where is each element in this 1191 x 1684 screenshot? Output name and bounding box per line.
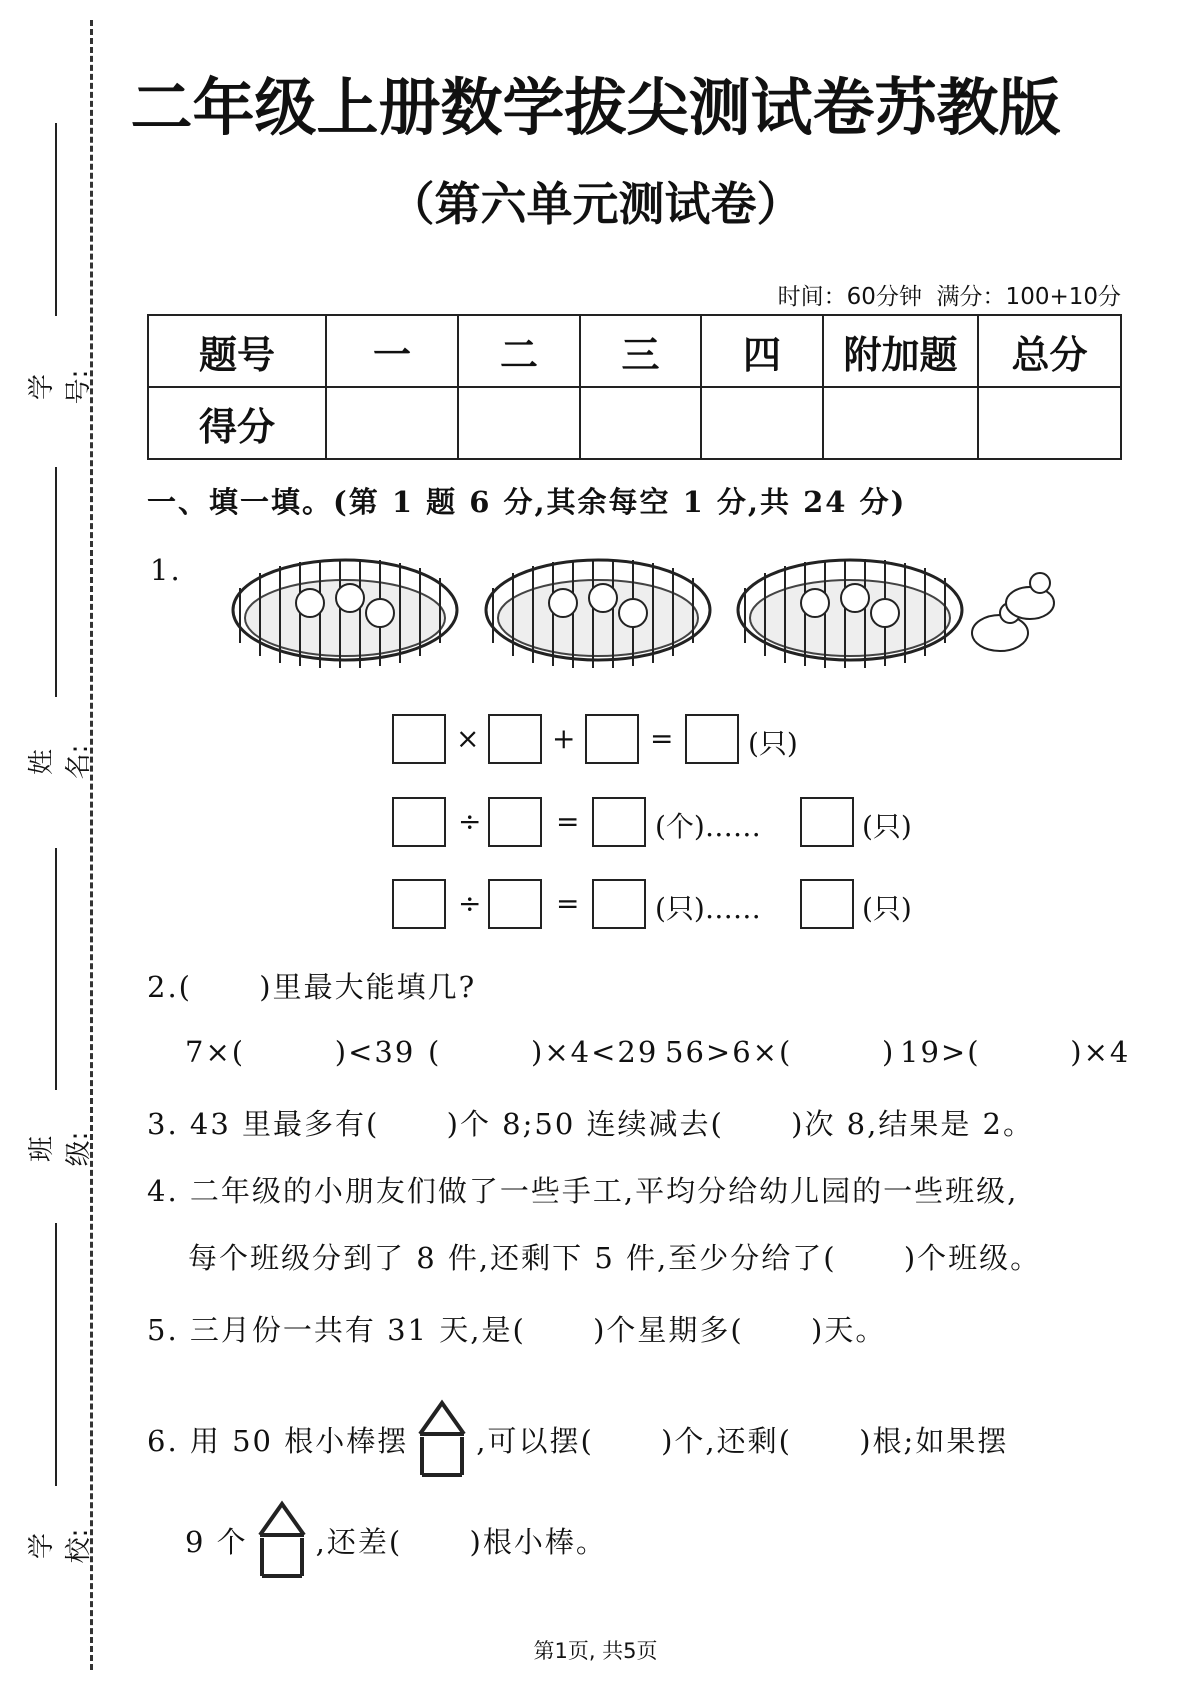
sheep-pen-image [738, 559, 962, 668]
answer-box[interactable] [392, 879, 446, 929]
field-line [55, 467, 57, 697]
header-cell: 二 [458, 315, 580, 387]
question-5: 5. 三月份一共有 31 天,是( )个星期多( )天。 [147, 1313, 887, 1347]
q1-number: 1. [150, 553, 182, 587]
field-line [55, 1223, 57, 1486]
answer-box[interactable] [592, 797, 646, 847]
score-cell[interactable] [458, 387, 580, 459]
class-label: 班级: [27, 1131, 94, 1167]
equals-sign: = [650, 722, 674, 755]
score-table [147, 314, 1122, 460]
answer-box[interactable] [392, 797, 446, 847]
answer-box[interactable] [488, 879, 542, 929]
q6-text: 9 个 [185, 1524, 248, 1559]
question-3: 3. 43 里最多有( )个 8;50 连续减去( )次 8,结果是 2。 [147, 1107, 1034, 1141]
answer-box[interactable] [592, 879, 646, 929]
q2-item: 56>6×( ) [665, 1035, 896, 1069]
question-4-cont: 每个班级分到了 8 件,还剩下 5 件,至少分给了( )个班级。 [188, 1241, 1042, 1275]
section-heading: 一、填一填。(第 1 题 6 分,其余每空 1 分,共 24 分) [147, 485, 907, 519]
score-cell[interactable] [326, 387, 458, 459]
q6-text: 6. 用 50 根小棒摆 [147, 1423, 409, 1458]
answer-box[interactable] [488, 797, 542, 847]
q2-item: 19>( )×4 [900, 1035, 1131, 1069]
q2-item: 7×( )<39 [185, 1035, 416, 1069]
header-cell: 四 [701, 315, 823, 387]
score-cell[interactable] [978, 387, 1121, 459]
cut-line [90, 20, 93, 1670]
question-6-cont [185, 1500, 607, 1580]
header-cell: 总分 [978, 315, 1121, 387]
q2-item: ( )×4<29 [428, 1035, 659, 1069]
header-cell: 附加题 [823, 315, 978, 387]
unit-label: (只)…… [655, 892, 761, 925]
divide-sign: ÷ [458, 805, 482, 838]
name-label: 姓名: [27, 744, 94, 780]
field-line [55, 848, 57, 1090]
header-cell: 一 [326, 315, 458, 387]
equals-sign: = [556, 805, 580, 838]
score-cell[interactable] [580, 387, 701, 459]
sheep-pen-image [486, 559, 710, 668]
divide-sign: ÷ [458, 887, 482, 920]
extra-sheep-image [972, 573, 1054, 651]
header-cell: 三 [580, 315, 701, 387]
page-footer: 第1页, 共5页 [533, 1639, 658, 1663]
sheep-pen-image [233, 559, 457, 668]
row-label: 得分 [148, 387, 326, 459]
q6-text: ,可以摆( )个,还剩( )根;如果摆 [476, 1423, 1009, 1458]
student-id-label: 学号: [27, 369, 94, 405]
q6-text: ,还差( )根小棒。 [315, 1524, 607, 1559]
stick-house-icon [412, 1399, 472, 1479]
question-6 [147, 1399, 1008, 1479]
question-2: 2.( )里最大能填几? [147, 970, 477, 1004]
plus-sign: + [552, 722, 576, 755]
times-sign: × [456, 722, 480, 755]
answer-box[interactable] [585, 714, 639, 764]
answer-box[interactable] [800, 879, 854, 929]
answer-box[interactable] [392, 714, 446, 764]
unit-label: (个)…… [655, 810, 761, 843]
unit-label: (只) [748, 727, 798, 760]
unit-label: (只) [862, 892, 912, 925]
header-cell: 题号 [148, 315, 326, 387]
answer-box[interactable] [800, 797, 854, 847]
sheep-pens-illustration [230, 548, 1060, 678]
question-4: 4. 二年级的小朋友们做了一些手工,平均分给幼儿园的一些班级, [147, 1174, 1019, 1208]
stick-house-icon [252, 1500, 312, 1580]
school-label: 学校: [27, 1528, 94, 1564]
unit-label: (只) [862, 810, 912, 843]
score-cell[interactable] [701, 387, 823, 459]
exam-meta: 时间：60分钟 满分：100+10分 [777, 284, 1121, 310]
answer-box[interactable] [488, 714, 542, 764]
page-subtitle: （第六单元测试卷） [388, 177, 803, 231]
page-title: 二年级上册数学拔尖测试卷苏教版 [130, 71, 1061, 144]
score-cell[interactable] [823, 387, 978, 459]
equals-sign: = [556, 887, 580, 920]
answer-box[interactable] [685, 714, 739, 764]
